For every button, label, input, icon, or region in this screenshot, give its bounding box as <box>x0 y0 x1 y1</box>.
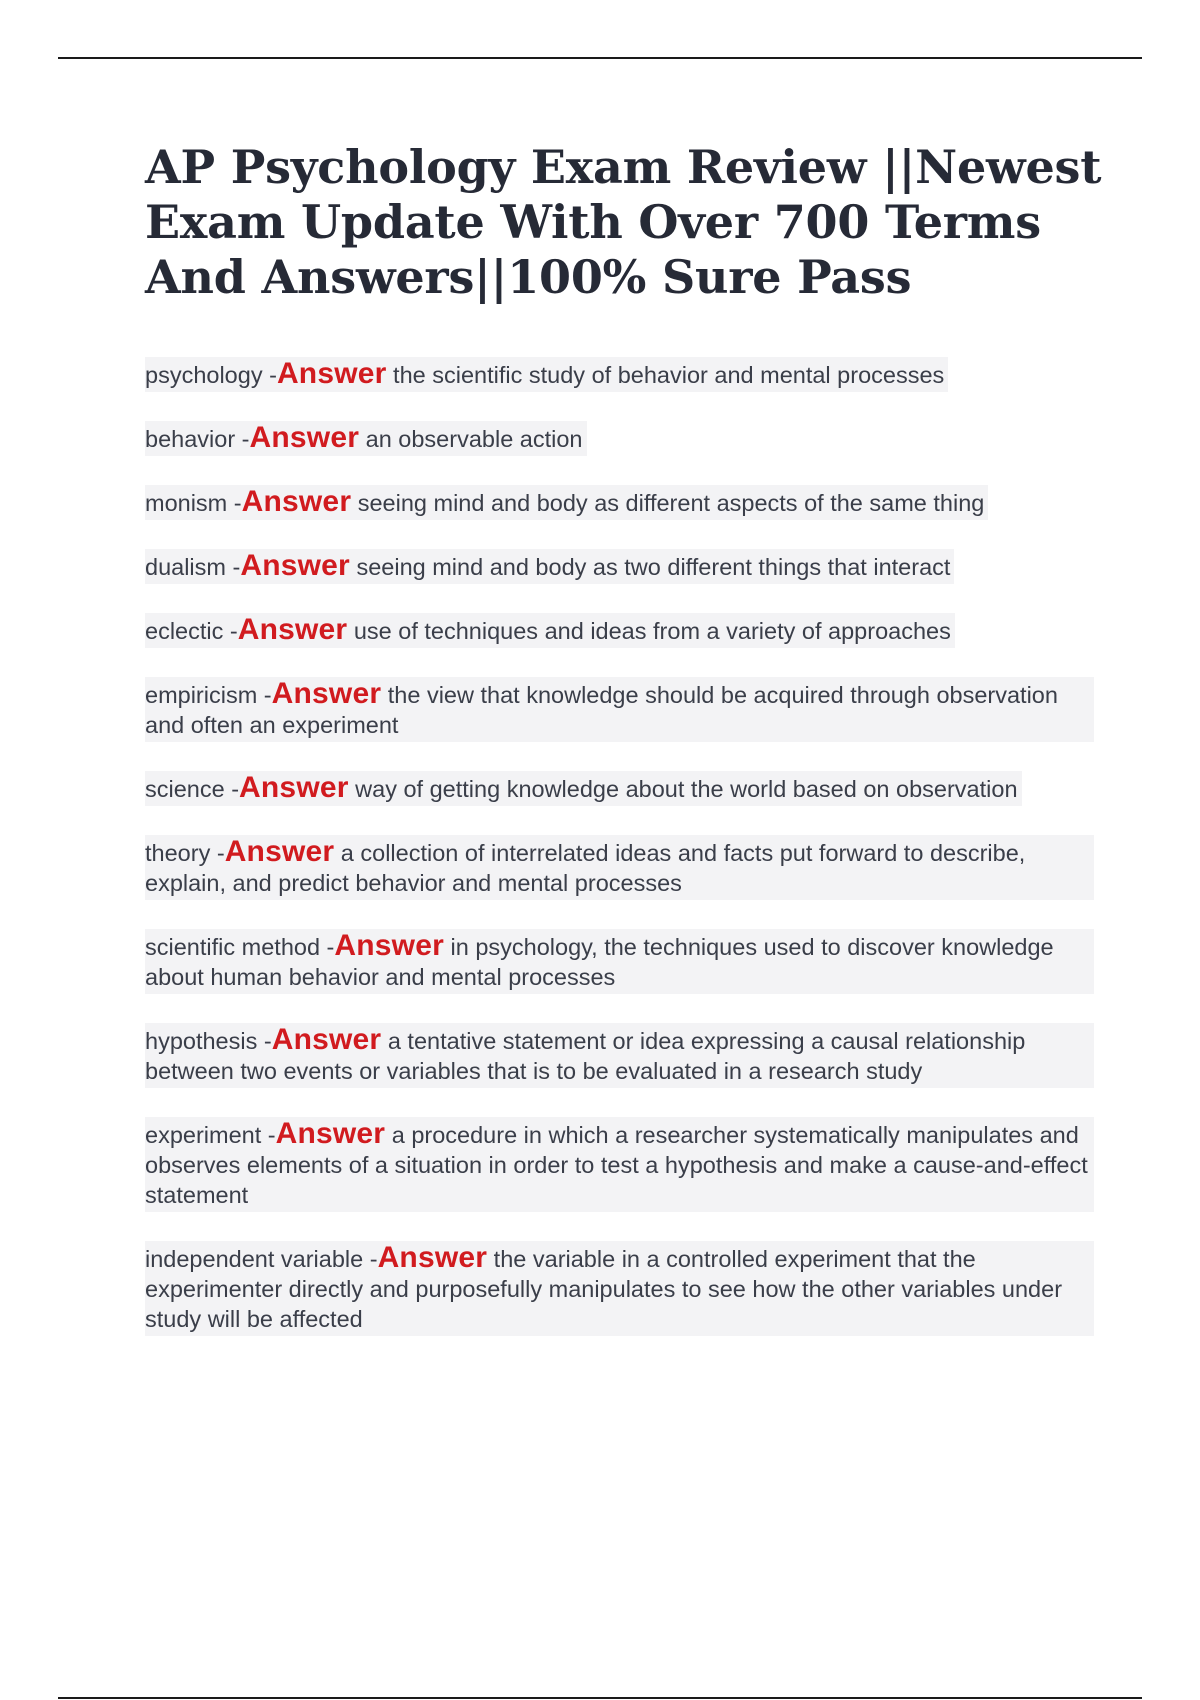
separator: - <box>223 618 238 644</box>
bottom-rule <box>58 1697 1142 1699</box>
answer-label: Answer <box>241 485 352 518</box>
document-title: AP Psychology Exam Review ||Newest Exam Update With Over 700 Terms And Answers||100% Sure Pass <box>145 140 1102 304</box>
separator: - <box>225 554 241 580</box>
separator: - <box>210 840 225 866</box>
term-entry-eclectic <box>145 613 1105 648</box>
answer-label: Answer <box>239 771 349 804</box>
term-entry-experiment <box>145 1117 1105 1212</box>
term-entry-hypothesis <box>145 1023 1105 1088</box>
answer-label: Answer <box>240 549 350 582</box>
term-definition: a tentative statement or idea expressing a causal relationship between two events or variables that is to be evaluated in a research study <box>145 1028 1026 1084</box>
term-word: experiment <box>145 1122 262 1148</box>
answer-label: Answer <box>271 1023 382 1056</box>
term-definition: seeing mind and body as different aspects of the same thing <box>357 490 985 516</box>
separator: - <box>261 1122 276 1148</box>
answer-label: Answer <box>271 677 382 710</box>
term-definition: way of getting knowledge about the world based on observation <box>355 776 1018 802</box>
term-word: theory <box>145 840 211 866</box>
answer-label: Answer <box>224 835 335 868</box>
term-entry-dualism <box>145 549 1105 584</box>
answer-label: Answer <box>276 357 387 390</box>
separator: - <box>262 362 277 388</box>
separator: - <box>224 776 240 802</box>
term-entry-behavior <box>145 421 1105 456</box>
separator: - <box>235 426 250 452</box>
term-word: monism <box>145 490 228 516</box>
term-definition: an observable action <box>365 426 583 452</box>
term-definition: a procedure in which a researcher systematically manipulates and observes elements of a situation in order to test a hypothesis and make a cause-and-effect statement <box>145 1122 1088 1208</box>
term-entry-monism <box>145 485 1105 520</box>
term-definition: a collection of interrelated ideas and facts put forward to describe, explain, and predict behavior and mental processes <box>145 840 1026 896</box>
term-entry-science <box>145 771 1105 806</box>
answer-label: Answer <box>275 1117 386 1150</box>
answer-label: Answer <box>249 421 360 454</box>
term-entry-scientific-method <box>145 929 1105 994</box>
term-word: scientific method <box>145 934 321 960</box>
term-word: behavior <box>145 426 236 452</box>
term-word: psychology <box>145 362 263 388</box>
separator: - <box>227 490 242 516</box>
answer-label: Answer <box>334 929 444 962</box>
term-entry-independent-variable <box>145 1241 1105 1336</box>
term-definition: use of techniques and ideas from a variety of approaches <box>353 618 951 644</box>
document-body <box>145 140 1105 1365</box>
term-definition: the variable in a controlled experiment that the experimenter directly and purposefully manipulates to see how the other variables under study will be affected <box>145 1246 1063 1332</box>
separator: - <box>320 934 335 960</box>
term-word: eclectic <box>145 618 224 644</box>
term-entry-empiricism <box>145 677 1105 742</box>
answer-label: Answer <box>237 613 348 646</box>
term-definition: in psychology, the techniques used to discover knowledge about human behavior and mental processes <box>145 934 1054 990</box>
term-list <box>145 357 1105 1336</box>
term-definition: seeing mind and body as two different things that interact <box>356 554 951 580</box>
answer-label: Answer <box>377 1241 488 1274</box>
term-word: empiricism <box>145 682 258 708</box>
term-definition: the view that knowledge should be acquired through observation and often an experiment <box>145 682 1058 738</box>
term-entry-theory <box>145 835 1105 900</box>
separator: - <box>363 1246 378 1272</box>
term-word: science <box>145 776 225 802</box>
term-word: independent variable <box>145 1246 364 1272</box>
term-word: dualism <box>145 554 226 580</box>
term-entry-psychology <box>145 357 1105 392</box>
separator: - <box>257 1028 272 1054</box>
separator: - <box>257 682 272 708</box>
top-rule <box>58 57 1142 59</box>
term-word: hypothesis <box>145 1028 258 1054</box>
term-definition: the scientific study of behavior and mental processes <box>393 362 945 388</box>
